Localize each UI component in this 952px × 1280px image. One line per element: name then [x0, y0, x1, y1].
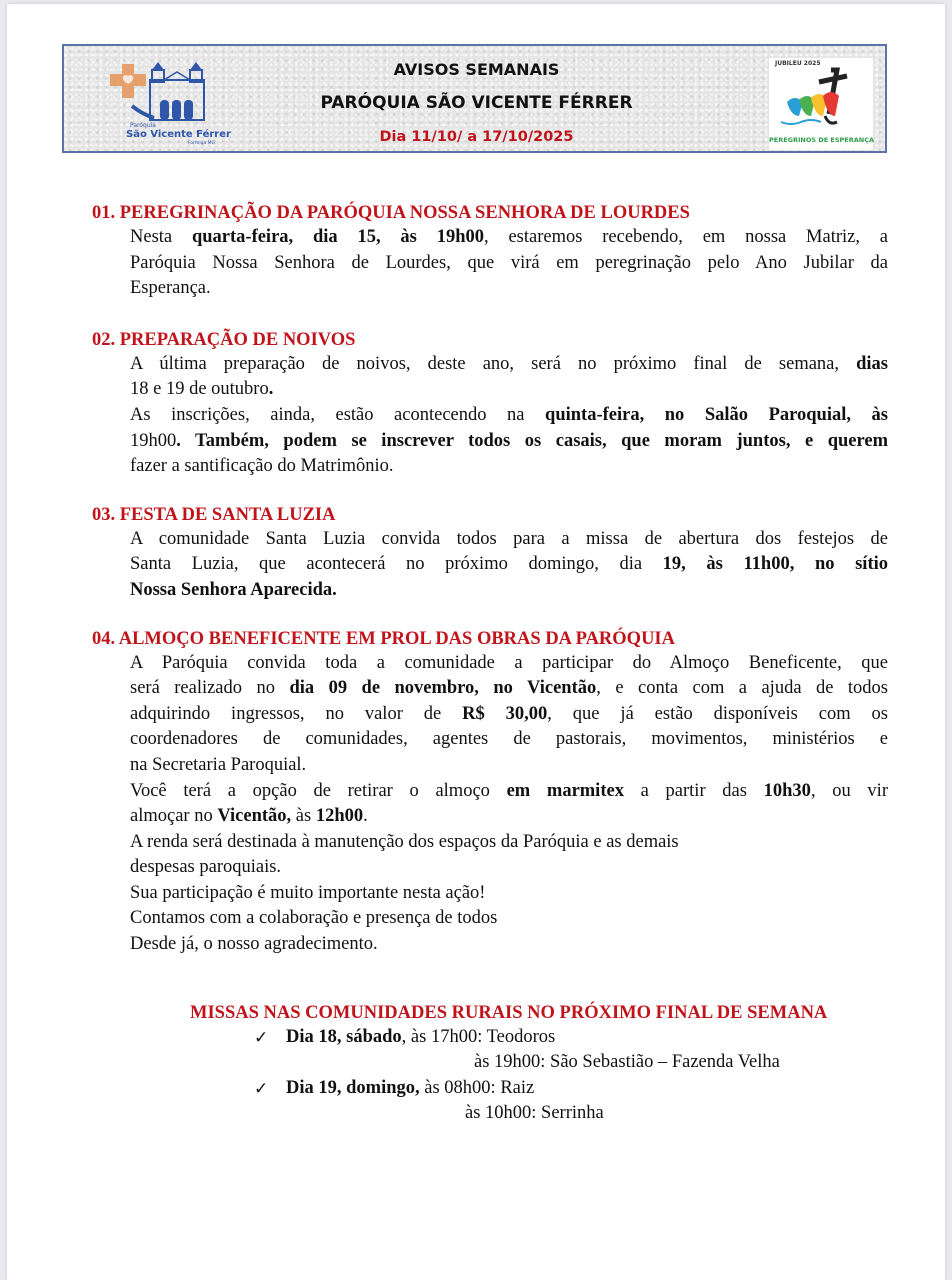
- text-line: [130, 651, 888, 677]
- text: , ou vir: [810, 780, 888, 801]
- check-icon: ✓: [254, 1028, 269, 1047]
- bold-text: R$ 30,00: [462, 703, 548, 724]
- notice-section: [92, 504, 888, 604]
- text: a partir das: [623, 780, 764, 801]
- bold-text: dia 09 de novembro, no Vicentão: [289, 678, 597, 699]
- missa-day: Dia 18, sábado: [286, 1027, 402, 1047]
- jubilee-bottom-text: PEREGRINOS DE ESPERANÇA: [769, 136, 875, 144]
- church-logo-icon: [104, 60, 224, 122]
- jubilee-top-text: JUBILEU 2025: [775, 60, 821, 67]
- jubilee-logo: [769, 58, 873, 150]
- text: 19h00: [130, 430, 177, 451]
- bold-text: 10h30: [763, 780, 811, 801]
- text: despesas paroquiais.: [130, 857, 282, 878]
- bold-text: quarta-feira, dia 15, às 19h00: [191, 227, 484, 247]
- logo-sub-text: Formiga MG: [188, 141, 215, 146]
- text-line: [130, 527, 888, 553]
- text: às: [291, 806, 316, 827]
- text: Sua participação é muito importante nesta ação!: [130, 882, 486, 903]
- text-line: [130, 276, 888, 302]
- bold-text: .: [268, 379, 274, 400]
- text-line: [130, 906, 888, 932]
- notices-list: [92, 202, 888, 958]
- text: A Paróquia convida toda a comunidade a participar do Almoço Beneficente, que: [130, 652, 888, 673]
- text-line: [130, 429, 888, 455]
- section-gap: [92, 604, 888, 628]
- missas-schedule: [190, 1025, 890, 1127]
- missa-entry: às 19h00: São Sebastião – Fazenda Velha: [474, 1052, 780, 1072]
- notice-section: [92, 329, 888, 480]
- text: , e conta com a ajuda de todos: [596, 678, 888, 699]
- text-line: [130, 377, 888, 403]
- text: Esperança.: [130, 278, 211, 299]
- text: , que já estão disponíveis com os: [547, 703, 888, 724]
- notice-section: [92, 628, 888, 958]
- text-line: [130, 225, 888, 251]
- text: fazer a santificação do Matrimônio.: [130, 456, 394, 477]
- bold-text: Vicentão,: [217, 806, 292, 827]
- text-line: [130, 702, 888, 728]
- jubilee-logo-icon: [769, 66, 873, 132]
- missas-block: [190, 1002, 890, 1127]
- text-line: [130, 779, 888, 805]
- missa-day-row: [286, 1025, 555, 1050]
- notice-section: [92, 202, 888, 302]
- missa-entry: às 10h00: Serrinha: [465, 1103, 604, 1123]
- bold-text: em marmitex: [506, 780, 624, 801]
- text: , estaremos recebendo, em nossa Matriz, a: [484, 227, 889, 247]
- text: .: [363, 806, 368, 827]
- text: As inscrições, ainda, estão acontecendo na: [130, 404, 546, 425]
- text: Nesta: [130, 227, 192, 247]
- bold-text: 19, às 11h00, no sítio: [662, 554, 888, 575]
- text: A comunidade Santa Luzia convida todos para a missa de abertura dos festejos de: [130, 528, 888, 549]
- parish-name: PARÓQUIA SÃO VICENTE FÉRRER: [320, 93, 633, 113]
- text-line: [130, 753, 888, 779]
- text-line: [130, 727, 888, 753]
- text-line: [130, 855, 888, 881]
- section-body: [130, 527, 888, 604]
- text: Contamos com a colaboração e presença de todos: [130, 908, 498, 929]
- text-line: [130, 932, 888, 958]
- header-banner: [62, 44, 887, 153]
- text: será realizado no: [130, 678, 290, 699]
- bold-text: quinta-feira, no Salão Paroquial, às: [545, 404, 888, 425]
- check-icon: ✓: [254, 1079, 269, 1098]
- missas-title: MISSAS NAS COMUNIDADES RURAIS NO PRÓXIMO FINAL DE SEMANA: [190, 1003, 828, 1023]
- section-body: [130, 651, 888, 958]
- section-body: [130, 225, 888, 302]
- section-gap: [92, 480, 888, 504]
- bold-text: 12h00: [315, 806, 364, 827]
- text: 18 e 19 de outubro: [130, 379, 269, 400]
- missa-entry: às 17h00: Teodoros: [410, 1027, 556, 1047]
- missa-day-block: [190, 1076, 890, 1127]
- logo-top-text: Paróquia: [130, 122, 156, 129]
- text: A última preparação de noivos, deste ano, será no próximo final de semana,: [130, 353, 857, 374]
- text: na Secretaria Paroquial.: [130, 754, 307, 775]
- text-line: [130, 454, 888, 480]
- text-line: [130, 830, 888, 856]
- section-body: [130, 352, 888, 480]
- missa-day: Dia 19, domingo,: [286, 1078, 420, 1098]
- text-line: [130, 676, 888, 702]
- parish-logo: [104, 60, 231, 150]
- text-line: [130, 552, 888, 578]
- text: Paróquia Nossa Senhora de Lourdes, que virá em peregrinação pelo Ano Jubilar da: [130, 252, 888, 273]
- text: coordenadores de comunidades, agentes de pastorais, movimentos, ministérios e: [130, 729, 888, 750]
- section-title: 03. FESTA DE SANTA LUZIA: [92, 504, 336, 525]
- logo-name-text: São Vicente Férrer: [126, 129, 231, 140]
- date-range: Dia 11/10/ a 17/10/2025: [379, 129, 574, 145]
- missa-day-row: [286, 1076, 534, 1101]
- text: Santa Luzia, que acontecerá no próximo domingo, dia: [130, 554, 663, 575]
- missa-day-block: [190, 1025, 890, 1076]
- text: Desde já, o nosso agradecimento.: [130, 934, 378, 955]
- text-line: [130, 251, 888, 277]
- bold-text: Nossa Senhora Aparecida.: [130, 579, 337, 600]
- bold-text: . Também, podem se inscrever todos os casais, que moram juntos, e querem: [176, 430, 888, 451]
- missa-separator: ,: [401, 1027, 411, 1047]
- text: almoçar no: [130, 806, 218, 827]
- section-title: 02. PREPARAÇÃO DE NOIVOS: [92, 329, 356, 350]
- section-gap: [92, 302, 888, 329]
- section-title: 04. ALMOÇO BENEFICENTE EM PROL DAS OBRAS DA PARÓQUIA: [92, 628, 675, 649]
- text-line: [130, 403, 888, 429]
- missa-entry: às 08h00: Raiz: [424, 1078, 535, 1098]
- bold-text: dias: [856, 353, 888, 374]
- text: Você terá a opção de retirar o almoço: [130, 780, 507, 801]
- header-title: AVISOS SEMANAIS: [393, 60, 560, 79]
- text-line: [130, 352, 888, 378]
- text: A renda será destinada à manutenção dos espaços da Paróquia e as demais: [130, 831, 679, 852]
- section-title: 01. PEREGRINAÇÃO DA PARÓQUIA NOSSA SENHORA DE LOURDES: [92, 203, 690, 223]
- text-line: [130, 804, 888, 830]
- text-line: [130, 881, 888, 907]
- text: adquirindo ingressos, no valor de: [130, 703, 463, 724]
- text-line: [130, 578, 888, 604]
